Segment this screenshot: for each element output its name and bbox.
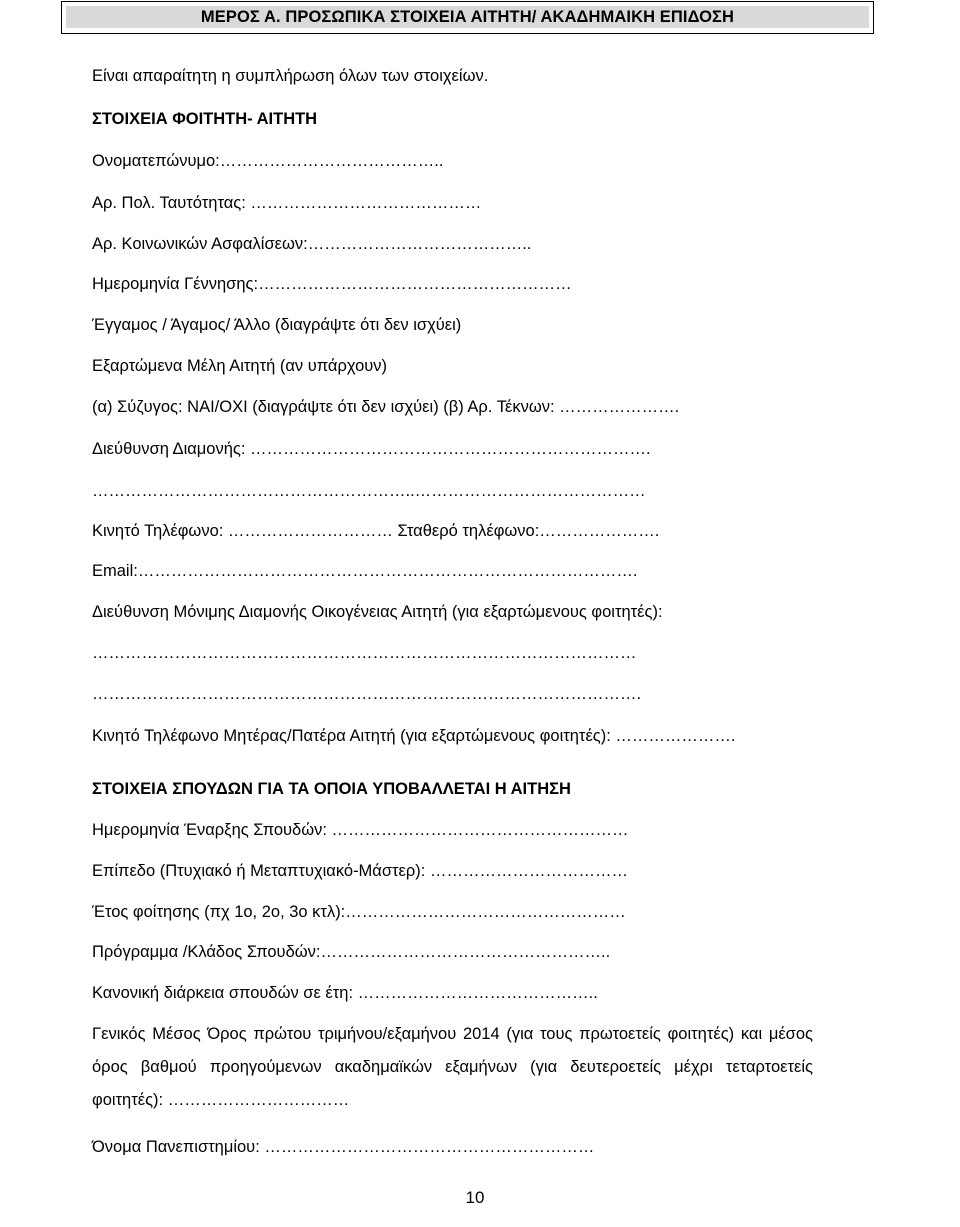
- page-number: 10: [465, 1188, 485, 1207]
- marital-status-field: Έγγαμος / Άγαμος/ Άλλο (διαγράψτε ότι δεν ισχύει): [92, 316, 462, 334]
- student-heading: ΣΤΟΙΧΕΙΑ ΦΟΙΤΗΤΗ- ΑΙΤΗΤΗ: [92, 110, 318, 128]
- level-field: Επίπεδο (Πτυχιακό ή Μεταπτυχιακό-Μάστερ): ………………………………: [92, 862, 628, 880]
- id-number-field: Αρ. Πολ. Ταυτότητας: ……………………………………: [92, 194, 482, 212]
- spouse-children-field: (α) Σύζυγος: ΝΑΙ/ΟΧΙ (διαγράψτε ότι δεν ισχύει) (β) Αρ. Τέκνων: ………………….: [92, 398, 680, 416]
- section-header-box: [61, 1, 874, 34]
- start-date-field: Ημερομηνία Έναρξης Σπουδών: ………………………………………………: [92, 821, 629, 839]
- social-insurance-field: Αρ. Κοινωνικών Ασφαλίσεων:…………………………………..: [92, 235, 532, 253]
- studies-heading: ΣΤΟΙΧΕΙΑ ΣΠΟΥΔΩΝ ΓΙΑ ΤΑ ΟΠΟΙΑ ΥΠΟΒΑΛΛΕΤΑΙ Η ΑΙΤΗΣΗ: [92, 780, 571, 798]
- family-address-line-1: ………………………………………………………………………………………: [92, 644, 637, 662]
- email-field: Email:……………………………………………………………………………….: [92, 562, 638, 580]
- section-title: ΜΕΡΟΣ Α. ΠΡΟΣΩΠΙΚΑ ΣΤΟΙΧΕΙΑ ΑΙΤΗΤΗ/ ΑΚΑΔΗΜΑΙΚΗ ΕΠΙΔΟΣΗ: [66, 6, 869, 28]
- address-continuation: …………………………………………………..……………………………………: [92, 482, 646, 500]
- duration-field: Κανονική διάρκεια σπουδών σε έτη: ……………………………………..: [92, 984, 598, 1002]
- programme-field: Πρόγραμμα /Κλάδος Σπουδών:……………………………………………..: [92, 943, 611, 961]
- intro-text: Είναι απαραίτητη η συμπλήρωση όλων των στοιχείων.: [92, 67, 489, 85]
- family-address-line-2: ……………………………………………………………………………………….: [92, 685, 642, 703]
- phones-field: Κινητό Τηλέφωνο: ………………………… Σταθερό τηλέφωνο:………………….: [92, 522, 660, 540]
- year-field: Έτος φοίτησης (πχ 1ο, 2ο, 3ο κτλ):……………………………………………: [92, 903, 626, 921]
- parent-phone-field: Κινητό Τηλέφωνο Μητέρας/Πατέρα Αιτητή (για εξαρτώμενους φοιτητές): ………………….: [92, 727, 736, 745]
- university-field: Όνομα Πανεπιστημίου: ……………………………………………………: [92, 1138, 595, 1156]
- family-address-label: Διεύθυνση Μόνιμης Διαμονής Οικογένειας Αιτητή (για εξαρτώμενους φοιτητές):: [92, 603, 663, 621]
- dependents-label: Εξαρτώμενα Μέλη Αιτητή (αν υπάρχουν): [92, 357, 388, 375]
- average-paragraph: Γενικός Μέσος Όρος πρώτου τριμήνου/εξαμήνου 2014 (για τους πρωτοετείς φοιτητές) και μέσος όρος βαθμού προηγούμενων ακαδημαϊκών εξαμήνων (για δευτεροετείς μέχρι τεταρτοετείς φοιτητές): ……………………………: [92, 1025, 813, 1109]
- birth-date-field: Ημερομηνία Γέννησης:…………………………………………………: [92, 275, 572, 293]
- fullname-field: Ονοματεπώνυμο:…………………………………..: [92, 152, 444, 170]
- address-field: Διεύθυνση Διαμονής: ……………………………………………………………….: [92, 440, 651, 458]
